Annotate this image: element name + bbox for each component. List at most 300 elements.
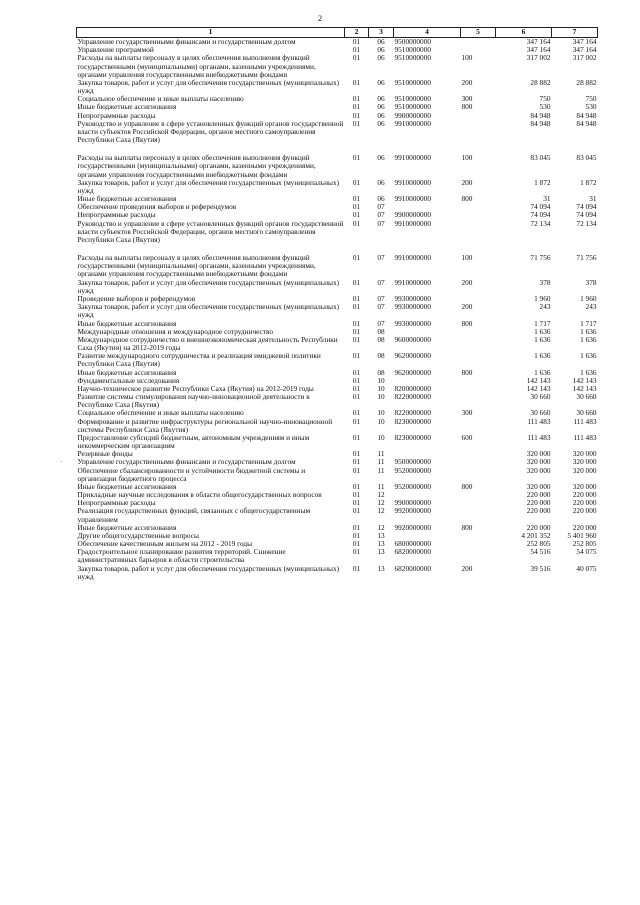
- row-name: Непрограммные расходы: [77, 210, 156, 220]
- row-expense-type: 800: [461, 367, 473, 377]
- row-target-code: 8200000000: [394, 383, 431, 393]
- row-name: Непрограммные расходы: [77, 498, 156, 508]
- row-subsection: 07: [377, 302, 385, 312]
- row-amount-1: 220 000: [526, 506, 551, 516]
- row-amount-2: 5 401 960: [567, 530, 597, 540]
- row-expense-type: [461, 120, 496, 145]
- row-section: 01: [352, 334, 361, 344]
- row-target-code: 9500000000: [394, 457, 431, 467]
- row-section: 01: [352, 457, 361, 467]
- row-target-code: 8230000000: [394, 416, 431, 426]
- row-name: Прикладные научные исследования в области общегосударственных вопросов: [77, 490, 322, 500]
- row-section: 01: [352, 392, 361, 402]
- row-amount-2: 40 075: [576, 563, 597, 573]
- row-expense-type: [461, 352, 496, 368]
- row-name: Проведение выборов и референдумов: [77, 293, 196, 303]
- row-amount-1: 84 948: [530, 110, 551, 120]
- row-expense-type: [461, 112, 496, 120]
- row-expense-type: [461, 458, 496, 466]
- row-amount-2: 111 483: [573, 416, 597, 426]
- row-section: 01: [352, 277, 361, 287]
- row-amount-2: 1 636: [580, 367, 597, 377]
- row-amount-2: 347 164: [572, 45, 597, 55]
- table-row: [77, 393, 598, 409]
- row-amount-2: 1 636: [580, 351, 597, 361]
- row-section: 01: [352, 94, 361, 104]
- row-expense-type: [461, 499, 496, 507]
- row-subsection: 08: [377, 367, 385, 377]
- table-row: [77, 352, 598, 368]
- row-target-code: 9900000000: [394, 210, 431, 220]
- row-name: Расходы на выплаты персоналу в целях обеспечения выполнения функций государственными (муниципальными) органами, казенными учреждениями, органами управления государственными внебюджетными фондами: [77, 253, 316, 279]
- header-col-4: 4: [394, 28, 461, 38]
- row-amount-2: 220 000: [572, 490, 597, 500]
- row-amount-1: 320 000: [526, 449, 551, 459]
- row-target-code: 9910000000: [394, 218, 431, 228]
- row-expense-type: 800: [461, 194, 473, 204]
- row-section: 01: [352, 539, 361, 549]
- row-amount-1: 83 045: [530, 153, 551, 163]
- row-name: Другие общегосударственные вопросы: [77, 530, 199, 540]
- row-section: 01: [352, 37, 361, 46]
- row-subsection: 10: [377, 416, 385, 426]
- row-subsection: 13: [377, 547, 385, 557]
- row-name: Закупка товаров, работ и услуг для обеспечения государственных (муниципальных) нужд: [77, 277, 340, 295]
- header-col-2: 2: [345, 28, 369, 38]
- row-amount-1: 320 000: [526, 481, 551, 491]
- row-name: Иные бюджетные ассигнования: [77, 481, 177, 491]
- table-header-row: [77, 28, 598, 38]
- row-subsection: 11: [377, 449, 385, 459]
- row-section: 01: [352, 110, 361, 120]
- row-name: Развитие системы стимулирования научно-инновационной деятельности в Республике Саха (Якутия): [77, 392, 310, 410]
- row-amount-1: 30 660: [530, 408, 551, 418]
- row-section: 01: [352, 375, 361, 385]
- row-target-code: 9500000000: [394, 37, 431, 46]
- row-amount-2: 220 000: [572, 498, 597, 508]
- row-amount-1: 347 164: [526, 37, 551, 46]
- row-expense-type: [461, 507, 496, 523]
- row-subsection: 13: [377, 530, 385, 540]
- row-amount-1: 142 143: [526, 375, 551, 385]
- row-expense-type: 200: [461, 563, 473, 573]
- row-subsection: 12: [377, 490, 385, 500]
- row-amount-1: 220 000: [526, 490, 551, 500]
- row-section: 01: [352, 547, 361, 557]
- row-amount-2: 83 045: [576, 153, 597, 163]
- row-target-code: 9920000000: [394, 506, 431, 516]
- row-target-code: 9930000000: [394, 318, 431, 328]
- row-section: 01: [352, 153, 361, 163]
- row-section: 01: [352, 210, 361, 220]
- row-name: Управление программой: [77, 45, 154, 55]
- row-amount-2: 84 948: [576, 110, 597, 120]
- row-name: Фундаментальные исследования: [77, 375, 180, 385]
- row-expense-type: 100: [461, 153, 473, 163]
- header-col-5: 5: [461, 28, 496, 38]
- row-amount-1: 320 000: [526, 457, 551, 467]
- row-amount-2: 31: [589, 194, 597, 204]
- row-subsection: 06: [377, 37, 385, 46]
- row-amount-2: 320 000: [572, 481, 597, 491]
- row-section: 01: [352, 53, 361, 63]
- row-amount-2: 1 717: [580, 318, 597, 328]
- row-subsection: 07: [377, 253, 385, 263]
- row-amount-2: 220 000: [572, 522, 597, 532]
- row-name: Руководство и управление в сфере установленных функций органов государственной власти субъектов Российской Федерации, органов местного самоуправления Республики Саха (Якутия): [77, 118, 344, 145]
- row-amount-2: 1 960: [580, 293, 597, 303]
- row-name: Закупка товаров, работ и услуг для обеспечения государственных (муниципальных) нужд: [77, 177, 340, 195]
- row-subsection: 06: [377, 118, 385, 128]
- row-subsection: 07: [377, 293, 385, 303]
- row-amount-2: 1 636: [580, 326, 597, 336]
- table-row: [77, 565, 598, 581]
- row-target-code: 9930000000: [394, 293, 431, 303]
- table-row: [77, 418, 598, 434]
- row-name: Социальное обеспечение и иные выплаты населению: [77, 94, 244, 104]
- row-amount-1: 74 094: [530, 202, 551, 212]
- row-name: Управление государственными финансами и государственным долгом: [77, 37, 296, 46]
- row-expense-type: [461, 393, 496, 409]
- row-name: Градостроительное планирование развития территорий. Снижение административных барьеров в области строительства: [77, 547, 286, 565]
- row-expense-type: [461, 220, 496, 245]
- row-amount-2: 30 660: [576, 408, 597, 418]
- row-name: Обеспечение качественным жильем на 2012 - 2019 годы: [77, 539, 253, 549]
- row-amount-1: 4 201 352: [521, 530, 551, 540]
- row-subsection: 06: [377, 53, 385, 63]
- header-col-3: 3: [369, 28, 394, 38]
- row-amount-1: 31: [543, 194, 551, 204]
- row-section: 01: [352, 563, 361, 573]
- row-target-code: 8220000000: [394, 392, 431, 402]
- row-target-code: 9910000000: [394, 277, 431, 287]
- row-amount-1: 74 094: [530, 210, 551, 220]
- row-subsection: 10: [377, 408, 385, 418]
- row-subsection: 12: [377, 506, 385, 516]
- table-row: [77, 154, 598, 179]
- table-row: [77, 336, 598, 352]
- row-amount-1: 30 660: [530, 392, 551, 402]
- row-subsection: 06: [377, 194, 385, 204]
- row-subsection: 11: [377, 457, 385, 467]
- row-target-code: 9510000000: [394, 77, 431, 87]
- row-expense-type: [461, 377, 496, 385]
- row-subsection: 06: [377, 94, 385, 104]
- row-amount-2: 142 143: [572, 375, 597, 385]
- row-expense-type: [461, 540, 496, 548]
- row-expense-type: 300: [461, 408, 473, 418]
- row-amount-1: 1 636: [534, 351, 551, 361]
- row-expense-type: [461, 491, 496, 499]
- row-target-code: 6800000000: [394, 539, 431, 549]
- row-amount-1: 72 134: [530, 218, 551, 228]
- row-amount-2: 320 000: [572, 457, 597, 467]
- row-section: 01: [352, 77, 361, 87]
- row-name: Закупка товаров, работ и услуг для обеспечения государственных (муниципальных) нужд: [77, 77, 340, 96]
- row-name: Социальное обеспечение и иные выплаты населению: [77, 408, 244, 418]
- margin-mark: ·: [60, 458, 63, 466]
- row-expense-type: 200: [461, 302, 473, 312]
- row-amount-1: 111 483: [527, 432, 551, 442]
- row-amount-1: 84 948: [530, 118, 551, 128]
- row-amount-1: 1 636: [534, 334, 551, 344]
- row-amount-2: 74 094: [576, 210, 597, 220]
- row-target-code: 9620000000: [394, 367, 431, 377]
- row-amount-2: 320 000: [572, 465, 597, 475]
- table-row: [77, 279, 598, 295]
- row-section: 01: [352, 383, 361, 393]
- row-amount-2: 347 164: [572, 37, 597, 46]
- row-amount-2: 1 636: [580, 334, 597, 344]
- row-subsection: 10: [377, 392, 385, 402]
- table-row: [77, 507, 598, 523]
- row-amount-2: 378: [585, 277, 597, 287]
- row-amount-2: 320 000: [572, 449, 597, 459]
- row-amount-1: 243: [539, 302, 551, 312]
- row-section: 01: [352, 326, 361, 336]
- row-target-code: 9910000000: [394, 194, 431, 204]
- row-name: Иные бюджетные ассигнования: [77, 194, 177, 204]
- row-expense-type: [461, 385, 496, 393]
- row-name: Расходы на выплаты персоналу в целях обеспечения выполнения функций государственными (муниципальными) органами, казенными учреждениями, органами управления государственными внебюджетными фондами: [77, 153, 316, 179]
- row-expense-type: 800: [461, 522, 473, 532]
- row-subsection: 07: [377, 210, 385, 220]
- row-section: 01: [352, 465, 361, 475]
- row-subsection: 12: [377, 498, 385, 508]
- row-section: 01: [352, 318, 361, 328]
- row-expense-type: 800: [461, 318, 473, 328]
- row-name: Иные бюджетные ассигнования: [77, 318, 177, 328]
- row-subsection: 11: [377, 465, 385, 475]
- table-row: [77, 548, 598, 564]
- row-subsection: 07: [377, 202, 385, 212]
- row-amount-2: 72 134: [576, 218, 597, 228]
- header-col-7: 7: [552, 28, 598, 38]
- row-amount-2: 54 075: [576, 547, 597, 557]
- row-section: 01: [352, 481, 361, 491]
- row-name: Руководство и управление в сфере установленных функций органов государственной власти субъектов Российской Федерации, органов местного самоуправления Республики Саха (Якутия): [77, 218, 344, 244]
- row-amount-2: 142 143: [572, 383, 597, 393]
- row-name: Расходы на выплаты персоналу в целях обеспечения выполнения функций государственными (муниципальными) органами, казенными учреждениями, органами управления государственными внебюджетными фондами: [77, 53, 316, 79]
- row-amount-1: 142 143: [526, 383, 551, 393]
- row-amount-1: 71 756: [530, 253, 551, 263]
- row-target-code: 9910000000: [394, 177, 431, 187]
- row-section: 01: [352, 202, 361, 212]
- row-target-code: 9900000000: [394, 498, 431, 508]
- page-number: 2: [317, 13, 323, 23]
- row-amount-1: 750: [539, 94, 551, 104]
- row-amount-2: 220 000: [572, 506, 597, 516]
- row-section: 01: [352, 367, 361, 377]
- row-subsection: 11: [377, 481, 385, 491]
- row-section: 01: [352, 506, 361, 516]
- row-amount-2: 84 948: [576, 118, 597, 128]
- row-amount-1: 111 483: [527, 416, 551, 426]
- row-expense-type: 200: [461, 77, 473, 87]
- row-subsection: 06: [377, 45, 385, 55]
- budget-table: [76, 27, 598, 581]
- row-name: Непрограммные расходы: [77, 110, 156, 120]
- table-row: [77, 303, 598, 319]
- row-subsection: 08: [377, 334, 385, 344]
- table-row: [77, 254, 598, 279]
- row-name: Предоставление субсидий бюджетным, автономным учреждениям и иным некоммерческим организациям: [77, 432, 310, 451]
- row-subsection: 08: [377, 351, 385, 361]
- row-target-code: 9920000000: [394, 522, 431, 532]
- row-name: Формирование и развитие инфраструктуры региональной научно-инновационной системы Республики Саха (Якутия): [77, 416, 333, 434]
- row-expense-type: 600: [461, 432, 473, 442]
- row-name: Закупка товаров, работ и услуг для обеспечения государственных (муниципальных) нужд: [77, 563, 340, 581]
- row-target-code: 9930000000: [394, 302, 431, 312]
- row-amount-1: 1 872: [534, 177, 551, 187]
- row-name: Научно-техническое развитие Республики Саха (Якутия) на 2012-2019 годы: [77, 383, 314, 393]
- row-subsection: 07: [377, 318, 385, 328]
- row-amount-2: 1 872: [580, 177, 597, 187]
- row-amount-1: 252 805: [526, 539, 551, 549]
- row-amount-1: 1 636: [534, 367, 551, 377]
- row-target-code: 9520000000: [394, 465, 431, 475]
- row-expense-type: 800: [461, 481, 473, 491]
- row-target-code: 9600000000: [394, 334, 431, 344]
- row-section: 01: [352, 498, 361, 508]
- row-name: Международное сотрудничество и внешнеэкономическая деятельность Республики Саха (Якутия) на 2012-2019 годы: [77, 334, 338, 353]
- row-target-code: 9620000000: [394, 351, 431, 361]
- row-name: Обеспечение проведения выборов и референдумов: [77, 202, 237, 212]
- row-expense-type: [461, 450, 496, 458]
- row-section: 01: [352, 416, 361, 426]
- row-subsection: 06: [377, 102, 385, 112]
- row-target-code: 6820000000: [394, 563, 431, 573]
- row-amount-1: 1 717: [534, 318, 551, 328]
- row-section: 01: [352, 253, 361, 263]
- row-amount-1: 54 516: [530, 547, 551, 557]
- row-amount-2: 111 483: [573, 432, 597, 442]
- row-amount-2: 530: [585, 102, 597, 112]
- row-name: Иные бюджетные ассигнования: [77, 522, 177, 532]
- row-name: Иные бюджетные ассигнования: [77, 102, 177, 112]
- row-target-code: 9510000000: [394, 102, 431, 112]
- row-name: Международные отношения и международное сотрудничество: [77, 326, 274, 336]
- row-target-code: 9510000000: [394, 53, 431, 63]
- row-expense-type: 800: [461, 102, 473, 112]
- row-name: Управление государственными финансами и государственным долгом: [77, 457, 296, 467]
- row-amount-1: 220 000: [526, 522, 551, 532]
- header-col-6: 6: [496, 28, 552, 38]
- row-expense-type: [461, 336, 496, 352]
- row-subsection: 06: [377, 177, 385, 187]
- row-expense-type: [461, 328, 496, 336]
- row-subsection: 06: [377, 153, 385, 163]
- row-amount-1: 1 960: [534, 293, 551, 303]
- row-amount-1: 39 516: [530, 563, 551, 573]
- row-section: 01: [352, 218, 361, 228]
- row-subsection: 07: [377, 277, 385, 287]
- row-section: 01: [352, 490, 361, 500]
- row-section: 01: [352, 449, 361, 459]
- table-row: [77, 120, 598, 145]
- row-subsection: 13: [377, 539, 385, 549]
- row-section: 01: [352, 408, 361, 418]
- row-target-code: 8230000000: [394, 432, 431, 442]
- row-amount-2: 750: [585, 94, 597, 104]
- table-row: [77, 467, 598, 483]
- table-row: [77, 79, 598, 95]
- row-section: 01: [352, 432, 361, 442]
- row-amount-1: 317 002: [526, 53, 551, 63]
- row-subsection: 06: [377, 77, 385, 87]
- table-body: [77, 38, 598, 582]
- row-target-code: 6820000000: [394, 547, 431, 557]
- row-target-code: 9520000000: [394, 481, 431, 491]
- row-target-code: 9900000000: [394, 110, 431, 120]
- row-amount-1: 378: [539, 277, 551, 287]
- row-section: 01: [352, 118, 361, 128]
- row-section: 01: [352, 302, 361, 312]
- row-target-code: 9910000000: [394, 253, 431, 263]
- header-col-1: 1: [77, 28, 345, 38]
- row-amount-2: 317 002: [572, 53, 597, 63]
- row-amount-2: 74 094: [576, 202, 597, 212]
- row-amount-1: 320 000: [526, 465, 551, 475]
- row-section: 01: [352, 351, 361, 361]
- row-expense-type: [461, 38, 496, 47]
- row-amount-1: 28 882: [530, 77, 551, 87]
- row-subsection: 10: [377, 383, 385, 393]
- row-subsection: 10: [377, 375, 385, 385]
- row-section: 01: [352, 522, 361, 532]
- row-expense-type: [461, 548, 496, 564]
- table-row: [77, 434, 598, 450]
- row-amount-1: 220 000: [526, 498, 551, 508]
- row-subsection: 07: [377, 218, 385, 228]
- row-subsection: 08: [377, 326, 385, 336]
- row-name: Резервные фонды: [77, 449, 133, 459]
- row-expense-type: 100: [461, 253, 473, 263]
- row-expense-type: [461, 418, 496, 434]
- table-row: [77, 38, 598, 47]
- row-name: Иные бюджетные ассигнования: [77, 367, 177, 377]
- row-amount-2: 71 756: [576, 253, 597, 263]
- row-section: 01: [352, 102, 361, 112]
- row-name: Развитие международного сотрудничества и реализация имиджевой политики Республики Саха (Якутия): [77, 351, 321, 369]
- row-amount-2: 243: [585, 302, 597, 312]
- row-name: Реализация государственных функций, связанных с общегосударственным управлением: [77, 506, 311, 524]
- row-amount-1: 347 164: [526, 45, 551, 55]
- row-expense-type: 100: [461, 53, 473, 63]
- row-expense-type: [461, 467, 496, 483]
- row-expense-type: [461, 211, 496, 219]
- row-expense-type: [461, 532, 496, 540]
- row-section: 01: [352, 177, 361, 187]
- row-name: Закупка товаров, работ и услуг для обеспечения государственных (муниципальных) нужд: [77, 302, 340, 320]
- row-target-code: 8220000000: [394, 408, 431, 418]
- table-row: [77, 179, 598, 195]
- row-amount-2: 30 660: [576, 392, 597, 402]
- row-section: 01: [352, 45, 361, 55]
- table-row: [77, 220, 598, 245]
- row-expense-type: [461, 203, 496, 211]
- row-subsection: 10: [377, 432, 385, 442]
- row-expense-type: 200: [461, 277, 473, 287]
- row-amount-2: 252 805: [572, 539, 597, 549]
- row-target-code: 9910000000: [394, 118, 431, 128]
- row-amount-1: 1 636: [534, 326, 551, 336]
- row-amount-2: 28 882: [576, 77, 597, 87]
- row-expense-type: 300: [461, 94, 473, 104]
- row-subsection: 12: [377, 522, 385, 532]
- row-expense-type: 200: [461, 177, 473, 187]
- row-section: 01: [352, 530, 361, 540]
